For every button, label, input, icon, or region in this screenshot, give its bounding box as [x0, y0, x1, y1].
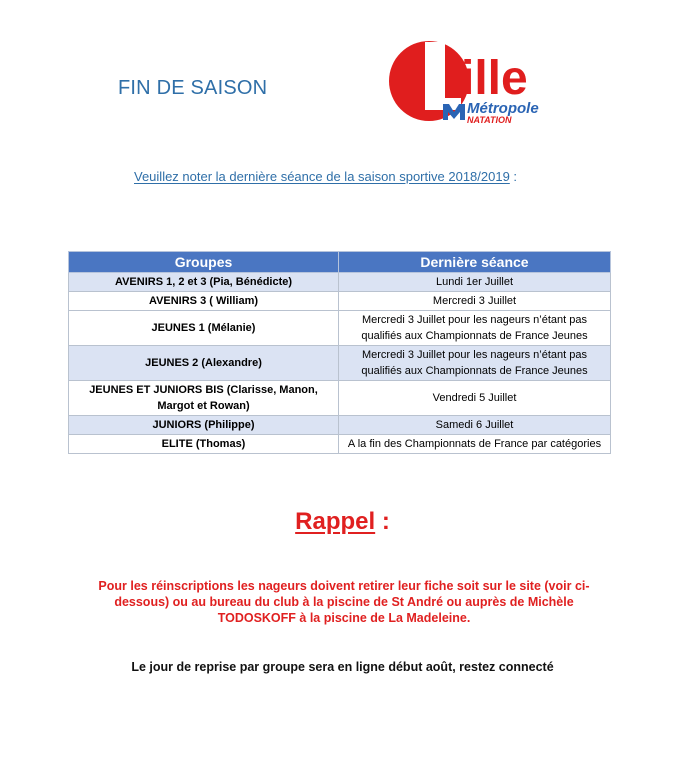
table-row — [69, 311, 611, 346]
table-row — [69, 435, 611, 454]
session-cell: A la fin des Championnats de France par catégories — [339, 435, 611, 454]
rappel-title: Rappel — [295, 508, 376, 535]
lille-metropole-natation-logo — [385, 36, 597, 126]
session-cell: Vendredi 5 Juillet — [339, 381, 611, 416]
table-row — [69, 273, 611, 292]
group-cell: JEUNES 2 (Alexandre) — [69, 346, 339, 381]
page-title: FIN DE SAISON — [118, 77, 268, 99]
club-logo — [385, 36, 597, 126]
logo-subtitle: Métropole — [467, 100, 539, 117]
group-cell: JUNIORS (Philippe) — [69, 416, 339, 435]
rappel-colon: : — [375, 508, 390, 535]
season-note-text: Veuillez noter la dernière séance de la saison sportive 2018/2019 — [134, 169, 510, 184]
group-cell: AVENIRS 3 ( William) — [69, 292, 339, 311]
column-header-groups: Groupes — [69, 252, 339, 273]
season-note — [134, 169, 517, 184]
season-note-suffix: : — [509, 169, 518, 184]
session-cell: Samedi 6 Juillet — [339, 416, 611, 435]
rappel-heading — [0, 508, 685, 536]
table-row — [69, 381, 611, 416]
table-row — [69, 292, 611, 311]
logo-wordmark: ille — [461, 52, 528, 105]
session-cell: Mercredi 3 Juillet pour les nageurs n’étant pas qualifiés aux Championnats de France Jeunes — [339, 311, 611, 346]
group-cell: ELITE (Thomas) — [69, 435, 339, 454]
session-cell: Mercredi 3 Juillet pour les nageurs n’étant pas qualifiés aux Championnats de France Jeunes — [339, 346, 611, 381]
session-cell: Mercredi 3 Juillet — [339, 292, 611, 311]
table-row — [69, 346, 611, 381]
group-cell: JEUNES 1 (Mélanie) — [69, 311, 339, 346]
group-cell: JEUNES ET JUNIORS BIS (Clarisse, Manon, Margot et Rowan) — [69, 381, 339, 416]
column-header-last-session: Dernière séance — [339, 252, 611, 273]
session-cell: Lundi 1er Juillet — [339, 273, 611, 292]
resume-date-notice: Le jour de reprise par groupe sera en ligne début août, restez connecté — [131, 660, 554, 674]
table-row — [69, 416, 611, 435]
last-session-table — [68, 251, 611, 454]
logo-tagline: NATATION — [467, 115, 512, 125]
table-header-row — [69, 252, 611, 273]
reinscription-reminder: Pour les réinscriptions les nageurs doivent retirer leur fiche soit sur le site (voir ci-dessous) ou au bureau du club à la piscine de St André ou auprès de Michèle TODOSKOFF à la piscine de La Madeleine. — [98, 579, 590, 625]
group-cell: AVENIRS 1, 2 et 3 (Pia, Bénédicte) — [69, 273, 339, 292]
